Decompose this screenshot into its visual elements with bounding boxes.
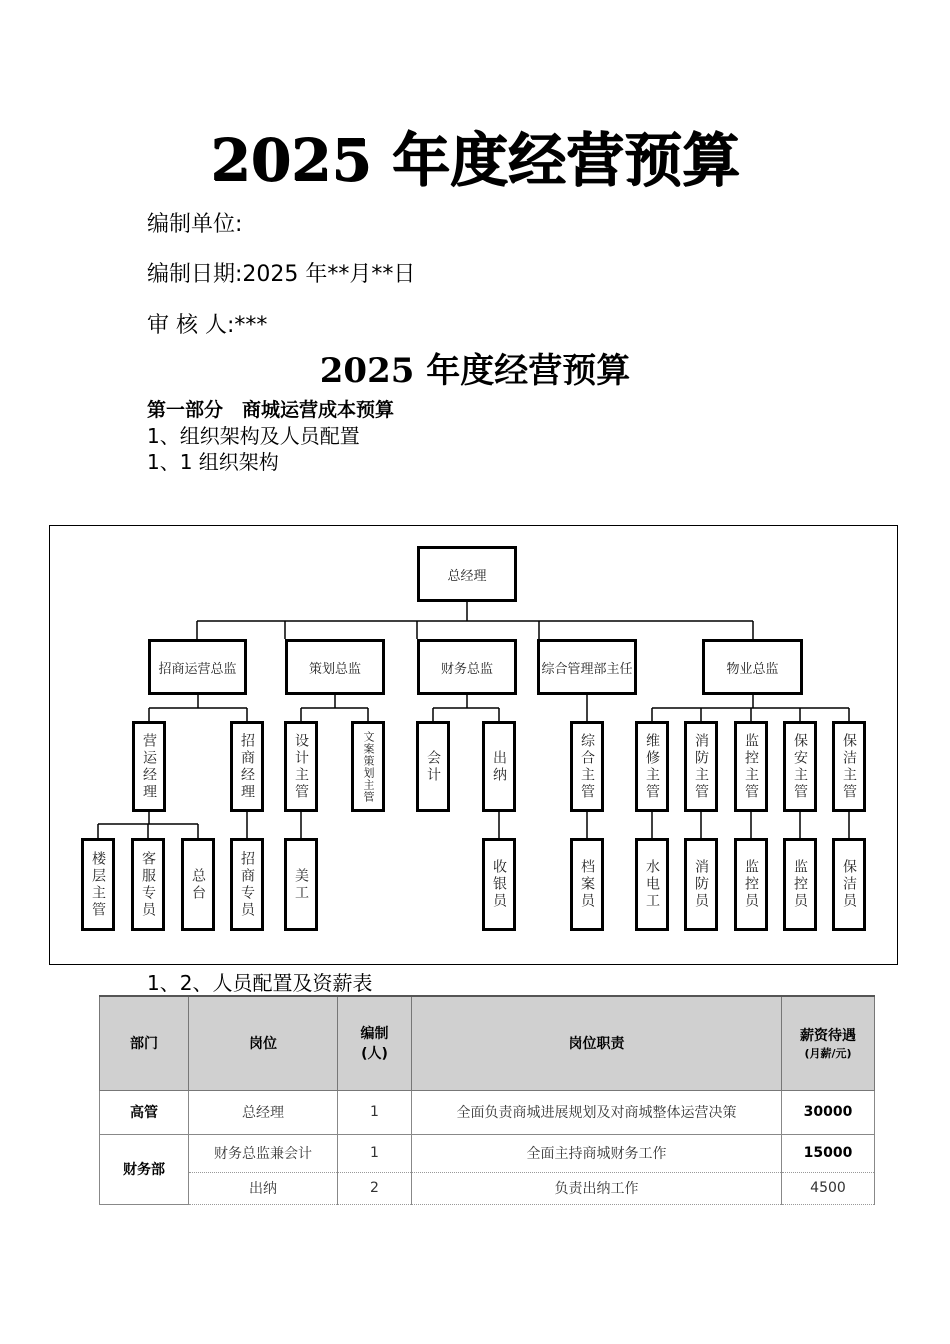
cell-duty: 全面主持商城财务工作 bbox=[412, 1134, 782, 1172]
cell-salary: 30000 bbox=[782, 1090, 875, 1134]
main-title: 2025 年度经营预算 bbox=[210, 126, 740, 194]
cell-count: 2 bbox=[338, 1172, 412, 1204]
table-row bbox=[100, 1134, 875, 1172]
cell-duty: 全面负责商城进展规划及对商城整体运营决策 bbox=[412, 1090, 782, 1134]
org-root: 总经理 bbox=[417, 546, 517, 602]
header-post: 岗位 bbox=[189, 996, 338, 1090]
org-level2-box: 保安主管 bbox=[783, 721, 817, 812]
header-salary-unit: (月薪/元) bbox=[804, 1047, 852, 1061]
table-row bbox=[100, 1172, 875, 1204]
org-level2-box: 监控主管 bbox=[734, 721, 768, 812]
org-level3-box: 收银员 bbox=[482, 838, 516, 931]
table-header-row bbox=[100, 996, 875, 1090]
org-level2-box: 文案策划主管 bbox=[351, 721, 385, 812]
section-1-1-heading: 1、1 组织架构 bbox=[147, 450, 279, 474]
org-level2-box: 保洁主管 bbox=[832, 721, 866, 812]
org-level1-box: 财务总监 bbox=[417, 639, 517, 695]
org-chart bbox=[49, 525, 898, 965]
org-level3-box: 招商专员 bbox=[230, 838, 264, 931]
section-1-heading: 1、组织架构及人员配置 bbox=[147, 424, 360, 448]
org-level3-box: 水电工 bbox=[635, 838, 669, 931]
section-1-2-heading: 1、2、人员配置及资薪表 bbox=[147, 971, 373, 995]
header-salary bbox=[782, 996, 875, 1090]
reviewer-label: 审 核 人:*** bbox=[147, 313, 268, 338]
date-label: 编制日期:2025 年**月**日 bbox=[147, 262, 416, 287]
sub-title: 2025 年度经营预算 bbox=[319, 351, 631, 391]
org-level3-box: 保洁员 bbox=[832, 838, 866, 931]
org-level2-box: 出纳 bbox=[482, 721, 516, 812]
header-duty: 岗位职责 bbox=[412, 996, 782, 1090]
header-dept: 部门 bbox=[100, 996, 189, 1090]
part-title: 第一部分 商城运营成本预算 bbox=[147, 399, 395, 421]
staff-salary-table bbox=[99, 995, 875, 1205]
cell-post: 出纳 bbox=[189, 1172, 338, 1204]
cell-dept: 高管 bbox=[100, 1090, 189, 1134]
org-level3-box: 总台 bbox=[181, 838, 215, 931]
cell-post: 总经理 bbox=[189, 1090, 338, 1134]
org-level2-box: 会计 bbox=[416, 721, 450, 812]
org-level2-box: 消防主管 bbox=[684, 721, 718, 812]
cell-salary: 15000 bbox=[782, 1134, 875, 1172]
org-level2-box: 设计主管 bbox=[284, 721, 318, 812]
cell-salary: 4500 bbox=[782, 1172, 875, 1204]
org-level1-box: 物业总监 bbox=[702, 639, 803, 695]
org-level3-box: 监控员 bbox=[783, 838, 817, 931]
org-level2-box: 营运经理 bbox=[132, 721, 166, 812]
cell-count: 1 bbox=[338, 1090, 412, 1134]
org-level3-box: 楼层主管 bbox=[81, 838, 115, 931]
org-level2-box: 招商经理 bbox=[230, 721, 264, 812]
header-count-unit: (人) bbox=[361, 1046, 388, 1063]
header-count bbox=[338, 996, 412, 1090]
org-level1-box: 策划总监 bbox=[285, 639, 385, 695]
header-salary-label: 薪资待遇 bbox=[800, 1028, 856, 1045]
org-level2-box: 综合主管 bbox=[570, 721, 604, 812]
org-level3-box: 美工 bbox=[284, 838, 318, 931]
org-level2-box: 维修主管 bbox=[635, 721, 669, 812]
org-level1-box: 综合管理部主任 bbox=[537, 639, 637, 695]
org-level3-box: 消防员 bbox=[684, 838, 718, 931]
cell-post: 财务总监兼会计 bbox=[189, 1134, 338, 1172]
org-level1-box: 招商运营总监 bbox=[148, 639, 247, 695]
cell-count: 1 bbox=[338, 1134, 412, 1172]
cell-duty: 负责出纳工作 bbox=[412, 1172, 782, 1204]
unit-label: 编制单位: bbox=[147, 212, 243, 237]
table-row bbox=[100, 1090, 875, 1134]
org-level3-box: 客服专员 bbox=[131, 838, 165, 931]
org-level3-box: 档案员 bbox=[570, 838, 604, 931]
org-level3-box: 监控员 bbox=[734, 838, 768, 931]
cell-dept: 财务部 bbox=[100, 1134, 189, 1204]
header-count-label: 编制 bbox=[360, 1026, 389, 1043]
